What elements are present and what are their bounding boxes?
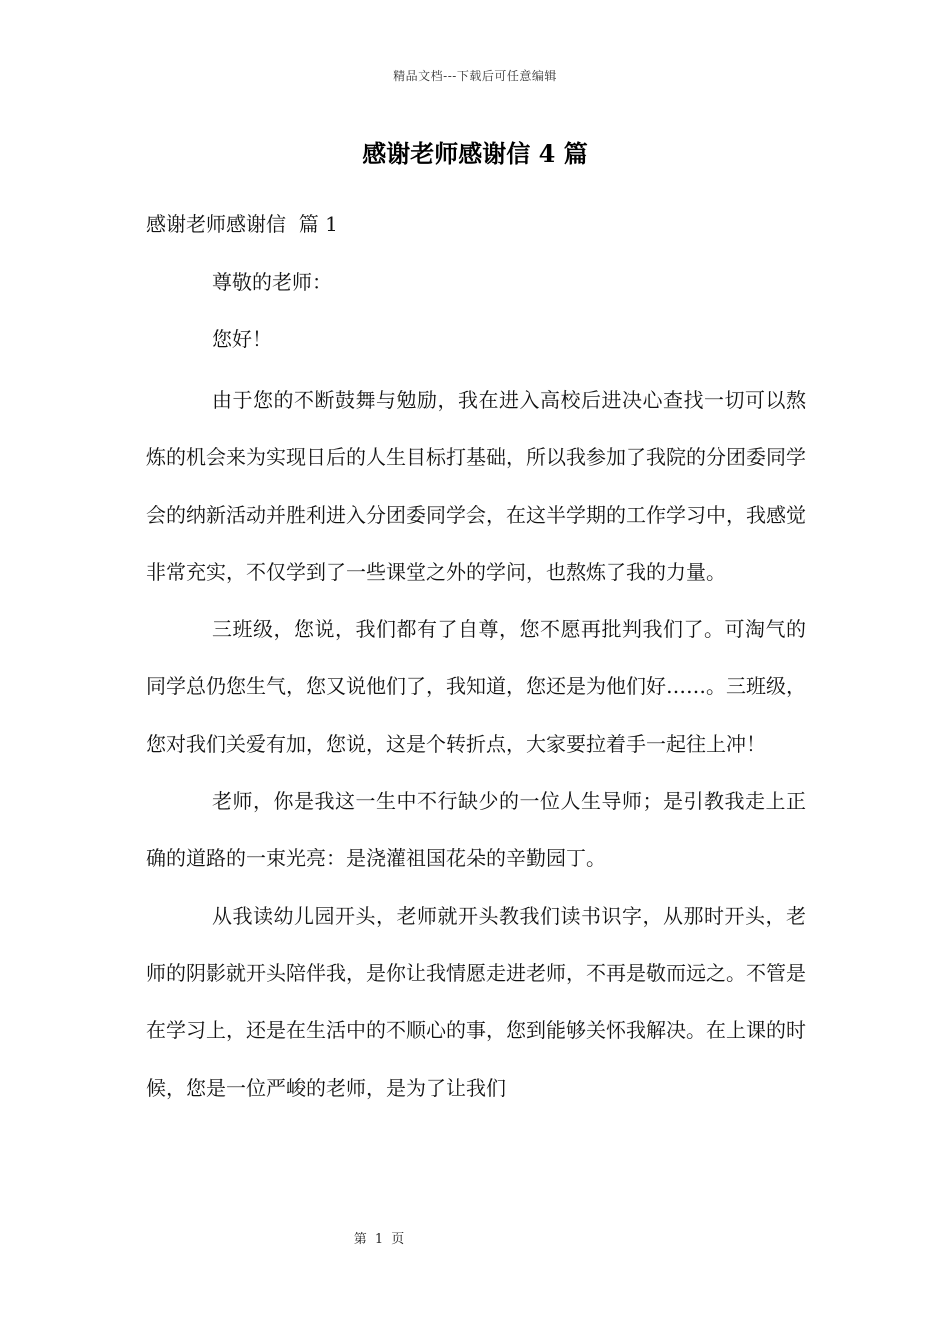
salutation-line: 您好！ xyxy=(212,327,272,351)
paragraph-2: 三班级，您说，我们都有了自尊，您不愿再批判我们了。可淘气的同学总仍您生气，您又说他们了，我知道，您还是为他们好……。三班级，您对我们关爱有加，您说，这是个转折点，大家要拉着手一起往上冲！ xyxy=(146,617,806,756)
letter-body xyxy=(146,372,806,1117)
header-note: 精品文档---下载后可任意编辑 xyxy=(393,69,557,83)
paragraph-1: 由于您的不断鼓舞与勉励，我在进入高校后进决心查找一切可以熬炼的机会来为实现日后的人生目标打基础，所以我参加了我院的分团委同学会的纳新活动并胜利进入分团委同学会，在这半学期的工作学习中，我感觉非常充实，不仅学到了一些课堂之外的学问，也熬炼了我的力量。 xyxy=(146,388,806,584)
document-title: 感谢老师感谢信 4 篇 xyxy=(362,139,588,168)
page-number: 第 1 页 xyxy=(353,1232,407,1247)
paragraph-4: 从我读幼儿园开头，老师就开头教我们读书识字，从那时开头，老师的阴影就开头陪伴我，是你让我情愿走进老师，不再是敬而远之。不管是在学习上，还是在生活中的不顺心的事，您到能够关怀我解决。在上课的时候，您是一位严峻的老师，是为了让我们 xyxy=(146,903,806,1100)
section-heading: 感谢老师感谢信 篇 1 xyxy=(146,212,338,236)
greeting-line: 尊敬的老师： xyxy=(212,270,332,294)
paragraph-3: 老师，你是我这一生中不行缺少的一位人生导师；是引教我走上正确的道路的一束光亮：是浇灌祖国花朵的辛勤园丁。 xyxy=(146,789,806,871)
